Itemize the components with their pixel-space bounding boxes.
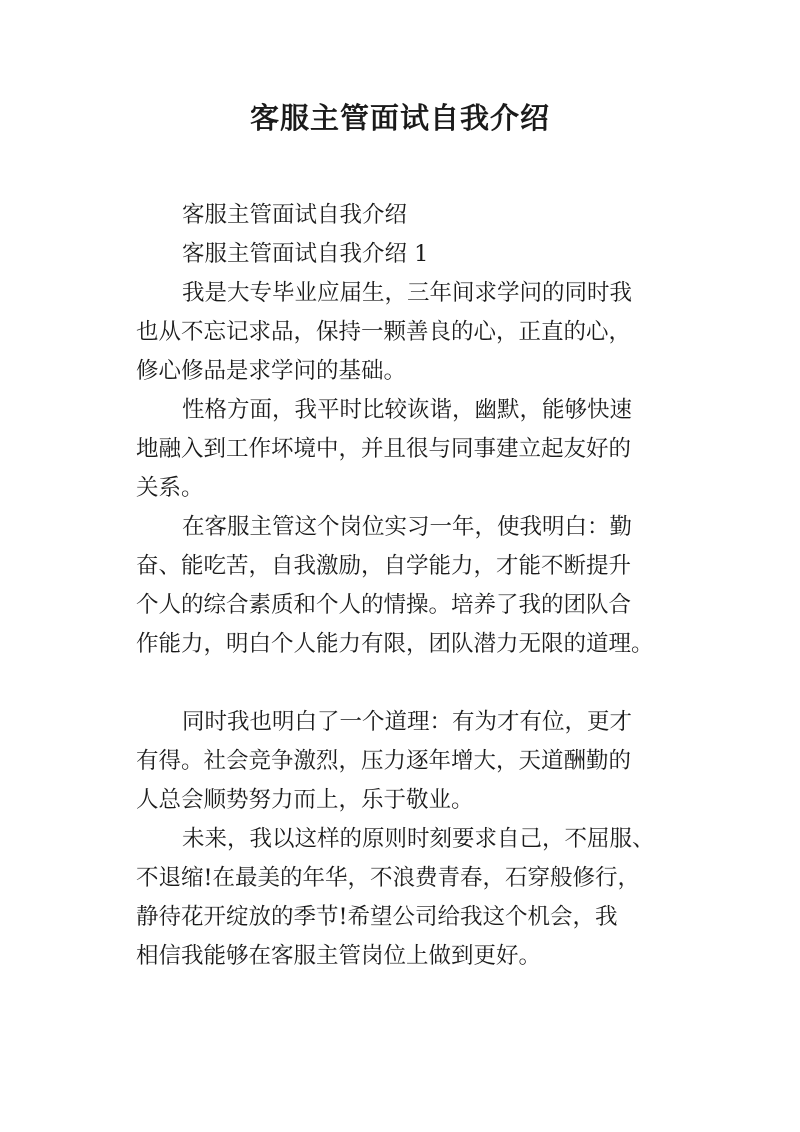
body-line: 我是大专毕业应届生，三年间求学问的同时我: [182, 280, 633, 306]
body-line: 作能力，明白个人能力有限，团队潜力无限的道理。: [136, 631, 654, 657]
body-line: 奋、能吃苦，自我激励，自学能力，才能不断提升: [136, 553, 632, 579]
body-line: 性格方面，我平时比较诙谐，幽默，能够快速: [182, 397, 633, 423]
body-line: 未来，我以这样的原则时刻要求自己，不屈服、: [182, 826, 655, 852]
body-line: 不退缩!在最美的年华，不浪费青春，石穿般修行，: [136, 865, 641, 891]
body-line: 地融入到工作坏境中，并且很与同事建立起友好的: [136, 436, 632, 462]
body-line: 也从不忘记求品，保持一颗善良的心，正直的心，: [136, 319, 632, 345]
body-line-subheading: 客服主管面试自我介绍 1: [182, 241, 429, 267]
body-line-heading: 客服主管面试自我介绍: [182, 202, 408, 228]
body-line: 同时我也明白了一个道理：有为才有位，更才: [182, 709, 633, 735]
body-line: 修心修品是求学问的基础。: [136, 358, 407, 384]
body-line: 在客服主管这个岗位实习一年，使我明白：勤: [182, 514, 633, 540]
body-line: 静待花开绽放的季节!希望公司给我这个机会，我: [136, 904, 618, 930]
paragraph-gap: [136, 664, 670, 703]
body-line: 个人的综合素质和个人的情操。培养了我的团队合: [136, 592, 632, 618]
body-line: 相信我能够在客服主管岗位上做到更好。: [136, 943, 542, 969]
body-line: 有得。社会竞争激烈，压力逐年增大，天道酬勤的: [136, 748, 632, 774]
body-line: 人总会顺势努力而上，乐于敬业。: [136, 787, 474, 813]
body-line: 关系。: [136, 475, 204, 501]
document-body: [136, 196, 670, 976]
document-title: 客服主管面试自我介绍: [249, 101, 550, 135]
